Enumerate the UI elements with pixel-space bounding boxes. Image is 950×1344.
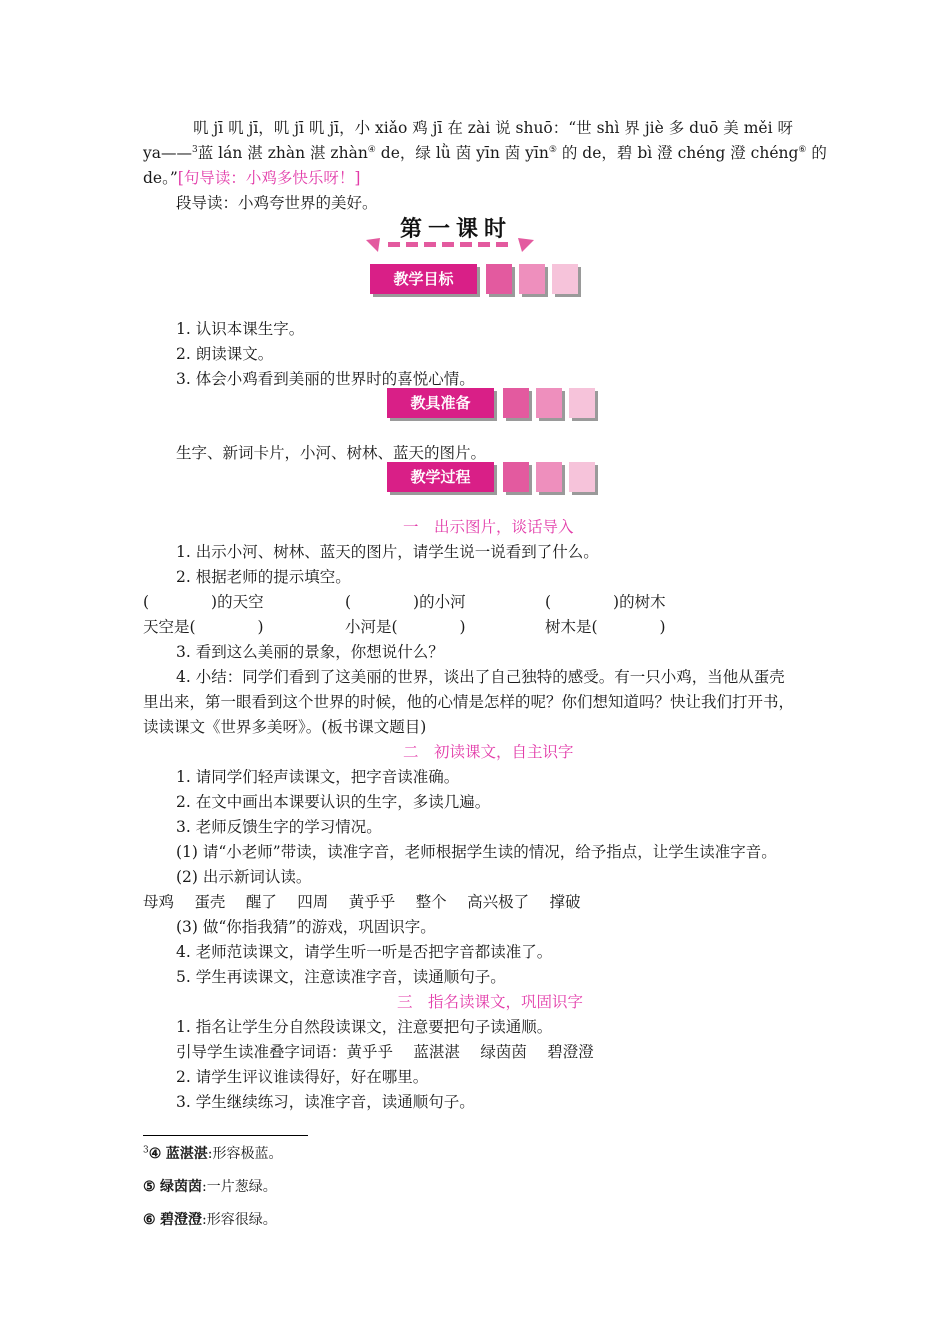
banner-square [503,462,529,492]
step-line: (3) 做“你指我猜”的游戏，巩固识字。 [176,918,436,936]
step-line: 4. 老师范读课文，请学生听一听是否把字音都读准了。 [176,943,553,961]
footnote-ref: ⑥ [798,144,807,155]
intro-line-2 [143,143,827,163]
goal-item: 2. 朗读课文。 [176,345,274,363]
footnote-number: ⑤ [143,1179,156,1195]
step-line: 3. 学生继续练习，读准字音，读通顺句子。 [176,1093,475,1111]
step-line: 1. 请同学们轻声读课文，把字音读准确。 [176,768,460,786]
sentence-guide: [句导读：小鸡多快乐呀！] [177,169,361,187]
fill-blank: 小河是( ) [345,618,466,636]
step-line: 3. 看到这么美丽的景象，你想说什么？ [176,643,444,661]
lesson-title: 第一课时 [400,217,513,242]
footnote-number: ④ [148,1146,162,1162]
step-line: 读读课文《世界多美呀》。(板书课文题目) [143,718,427,736]
intro-line-1: 叽 jī 叽 jī，叽 jī 叽 jī，小 xiǎo 鸡 jī 在 zài 说 shuō：“世 shì 界 jiè 多 duō 美 měi 呀 [193,119,793,137]
step-line: 2. 根据老师的提示填空。 [176,568,351,586]
step-line: 2. 请学生评议谁读得好，好在哪里。 [176,1068,429,1086]
step-line: 2. 在文中画出本课要认识的生字，多读几遍。 [176,793,491,811]
footnote-definition: :一片葱绿。 [202,1179,277,1195]
step-line: 里出来，第一眼看到这个世界的时候，他的心情是怎样的呢？你们想知道吗？快让我们打开书， [143,693,795,711]
footnote-1 [143,1145,282,1163]
banner-square [519,264,545,294]
banner-square [569,388,595,418]
banner-square [536,388,562,418]
title-decoration [366,236,534,254]
intro-text: de。” [143,169,178,187]
footnote-mark: 3 [143,1145,149,1156]
banner-label: 教学目标 [370,264,477,294]
intro-line-3 [143,168,360,188]
section-heading-1: 一 出示图片，谈话导入 [403,518,574,536]
step-line: (1) 请“小老师”带读，读准字音，老师根据学生读的情况，给予指点，让学生读准字音。 [176,843,777,861]
paragraph-guide: 段导读：小鸡夸世界的美好。 [176,194,378,212]
step-line: 1. 指名让学生分自然段读课文，注意要把句子读通顺。 [176,1018,553,1036]
step-line: 4. 小结：同学们看到了这美丽的世界，谈出了自己独特的感受。有一只小鸡，当他从蛋壳 [176,668,785,686]
footnote-ref: ⑤ [548,144,557,155]
fill-blank: ( )的天空 [143,593,264,611]
intro-text: 蓝 lán 湛 zhàn 湛 zhàn [197,144,368,162]
step-line: 1. 出示小河、树林、蓝天的图片，请学生说一说看到了什么。 [176,543,599,561]
fill-blank: ( )的树木 [545,593,666,611]
banner-square [503,388,529,418]
fill-blank: 树木是( ) [545,618,666,636]
footnote-term: 碧澄澄 [160,1212,203,1228]
tools-text: 生字、新词卡片，小河、树林、蓝天的图片。 [176,444,487,462]
footnote-number: ⑥ [143,1212,156,1228]
intro-text: 的 de，碧 bì 澄 chéng 澄 chéng [556,144,799,162]
footnote-definition: :形容很绿。 [202,1212,277,1228]
fill-blank: 天空是( ) [143,618,264,636]
step-line: (2) 出示新词认读。 [176,868,312,886]
footnote-2 [143,1178,277,1196]
footnote-term: 绿茵茵 [160,1179,203,1195]
section-heading-3: 三 指名读课文，巩固识字 [397,993,584,1011]
section-heading-2: 二 初读课文，自主识字 [403,743,574,761]
intro-text: 的 [806,144,827,162]
intro-text: de，绿 lǜ 茵 yīn 茵 yīn [375,144,549,162]
goal-item: 3. 体会小鸡看到美丽的世界时的喜悦心情。 [176,370,475,388]
footnote-ref: 3 [192,144,198,155]
step-line: 5. 学生再读课文，注意读准字音，读通顺句子。 [176,968,506,986]
banner-label: 教学过程 [387,462,494,492]
footnote-ref: ④ [367,144,376,155]
banner-square [552,264,578,294]
footnote-term: 蓝湛湛 [165,1146,208,1162]
footnote-3 [143,1211,277,1229]
new-words: 母鸡 蛋壳 醒了 四周 黄乎乎 整个 高兴极了 撑破 [143,893,581,911]
goal-item: 1. 认识本课生字。 [176,320,305,338]
footnote-divider [143,1135,308,1136]
intro-text: ya—— [143,144,192,162]
step-line: 引导学生读准叠字词语：黄乎乎 蓝湛湛 绿茵茵 碧澄澄 [176,1043,594,1061]
banner-square [486,264,512,294]
banner-label: 教具准备 [387,388,494,418]
step-line: 3. 老师反馈生字的学习情况。 [176,818,382,836]
banner-square [536,462,562,492]
footnote-definition: :形容极蓝。 [207,1146,283,1162]
banner-square [569,462,595,492]
fill-blank: ( )的小河 [345,593,466,611]
